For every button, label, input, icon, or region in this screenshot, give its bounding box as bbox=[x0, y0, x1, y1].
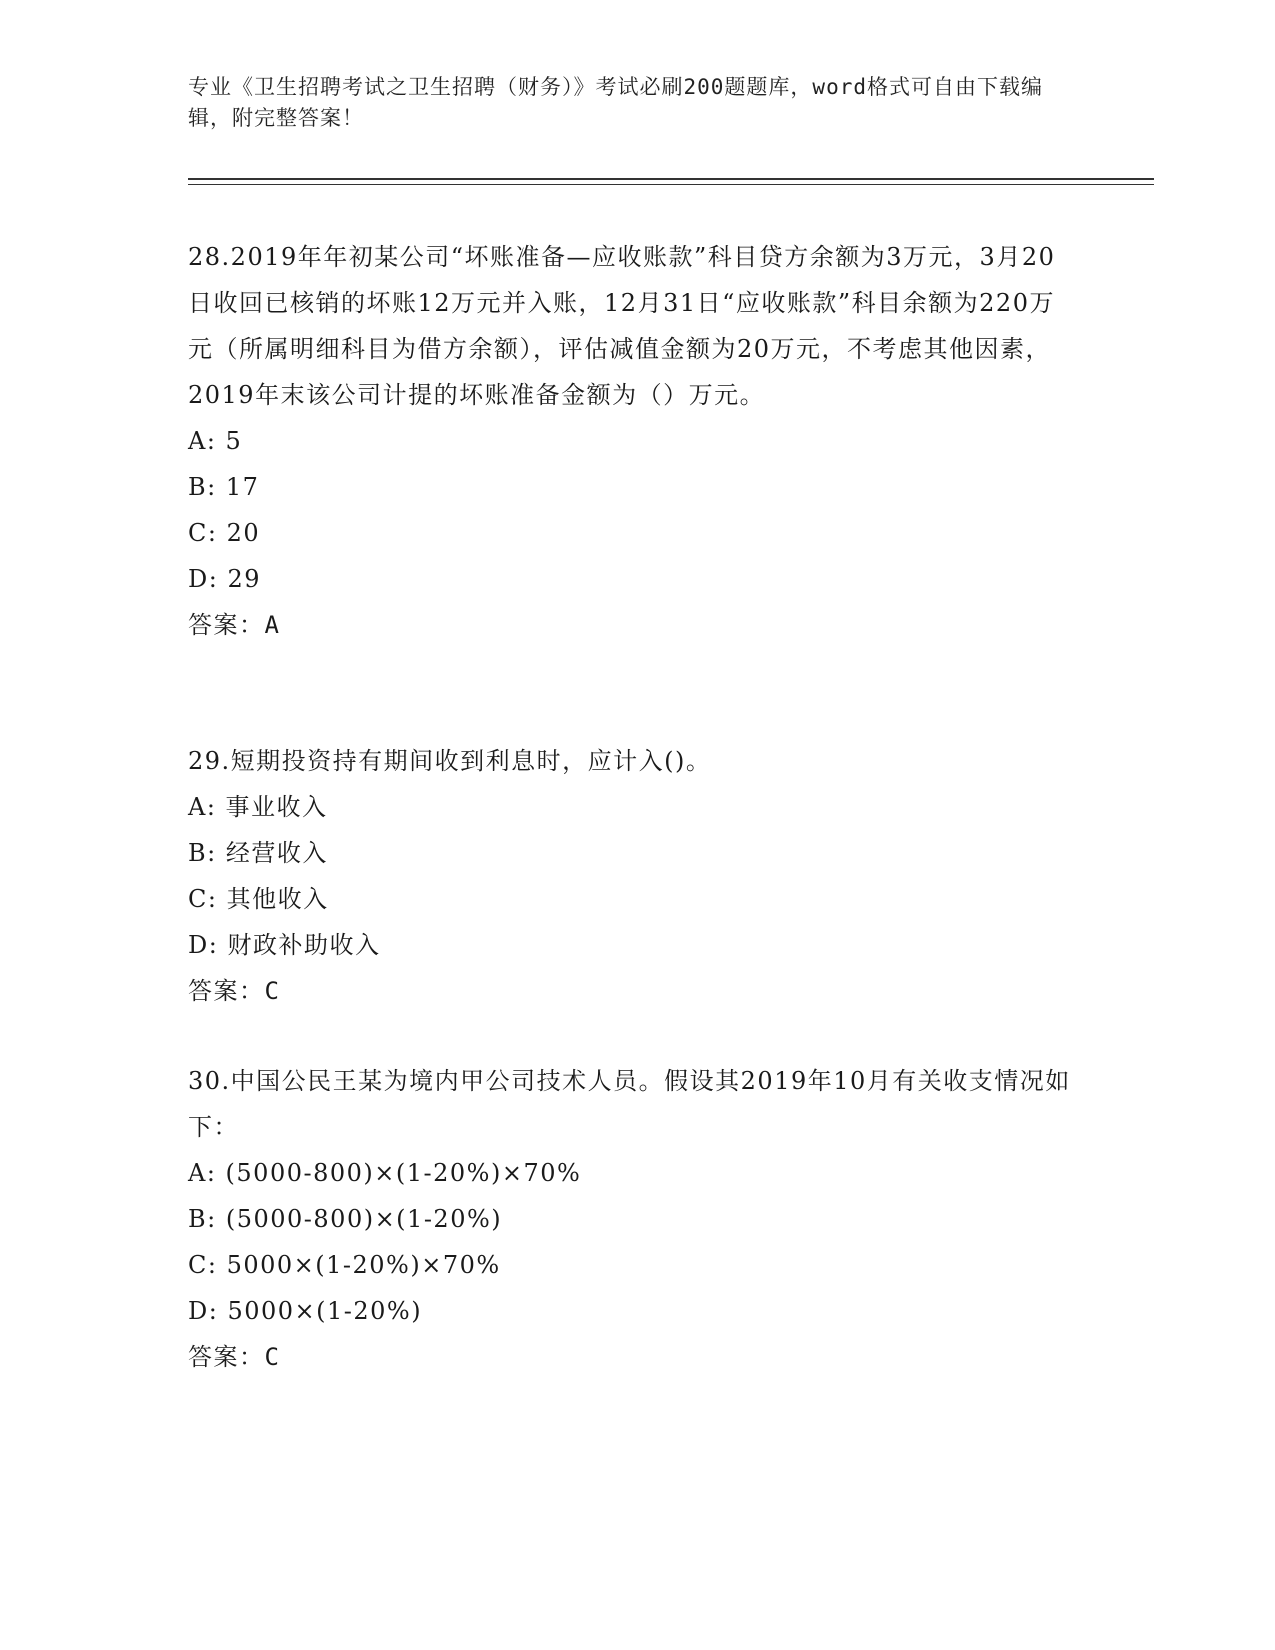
option-a: A: 事业收入 bbox=[188, 793, 328, 821]
answer: 答案：A bbox=[188, 611, 281, 639]
option-c: C: 其他收入 bbox=[188, 885, 329, 913]
option-a: A: (5000-800)×(1-20%)×70% bbox=[188, 1159, 582, 1187]
option-b: B: 经营收入 bbox=[188, 839, 328, 867]
header-divider-thin bbox=[188, 184, 1154, 185]
question-stem: 29.短期投资持有期间收到利息时，应计入()。 bbox=[188, 747, 712, 775]
document-header: 专业《卫生招聘考试之卫生招聘（财务）》考试必刷200题题库，word格式可自由下载编辑，附完整答案！ bbox=[188, 75, 1043, 130]
option-c: C: 5000×(1-20%)×70% bbox=[188, 1251, 501, 1279]
answer: 答案：C bbox=[188, 1343, 281, 1371]
question-stem: 30.中国公民王某为境内甲公司技术人员。假设其2019年10月有关收支情况如下： bbox=[188, 1067, 1071, 1141]
option-c: C: 20 bbox=[188, 519, 261, 547]
header-divider bbox=[188, 178, 1154, 180]
question-30 bbox=[188, 1058, 1078, 1380]
answer: 答案：C bbox=[188, 977, 281, 1005]
question-28 bbox=[188, 234, 1078, 648]
option-d: D: 29 bbox=[188, 565, 261, 593]
option-d: D: 5000×(1-20%) bbox=[188, 1297, 423, 1325]
option-d: D: 财政补助收入 bbox=[188, 931, 381, 959]
question-29 bbox=[188, 738, 1078, 1014]
option-b: B: 17 bbox=[188, 473, 260, 501]
option-b: B: (5000-800)×(1-20%) bbox=[188, 1205, 503, 1233]
question-stem: 28.2019年年初某公司“坏账准备—应收账款”科目贷方余额为3万元，3月20日收回已核销的坏账12万元并入账，12月31日“应收账款”科目余额为220万元（所属明细科目为借方余额），评估减值金额为20万元，不考虑其他因素，2019年末该公司计提的坏账准备金额为（）万元。 bbox=[188, 243, 1056, 409]
option-a: A: 5 bbox=[188, 427, 243, 455]
